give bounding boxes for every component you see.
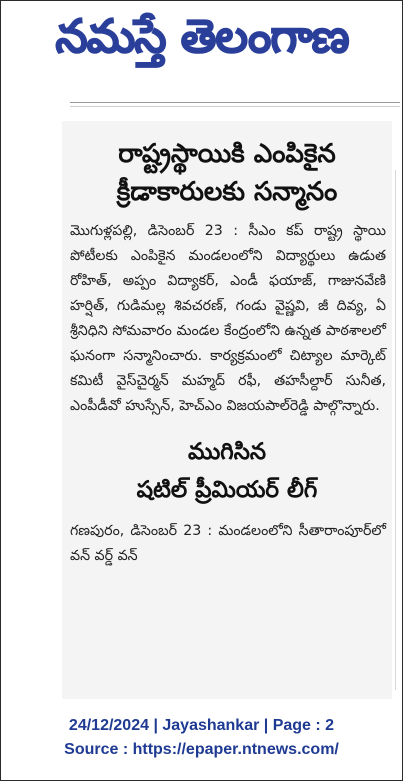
page-footer	[0, 714, 403, 762]
article1-headline-line2: క్రీడాకారులకు సన్మానం	[116, 177, 338, 207]
footer-date-page: 24/12/2024 | Jayashankar | Page : 2	[68, 717, 335, 734]
article1-body: మొగుళ్లపల్లి, డిసెంబర్ 23 : సీఎం కప్ రాష్ట్ర స్థాయి పోటీలకు ఎంపికైన మండలంలోని విద్యార్థులు ఉడుత రోహిత్, అప్పం విద్యాకర్, ఎండీ ఫయాజ్, గాజునవేణి హర్షిత్, గుడిమల్ల శివచరణ్, గండు వైష్ణవి, జీ దివ్య, ఏ శ్రీనిధిని సోమవారం మండల కేంద్రంలోని ఉన్నత పాఠశాలలో ఘనంగా సన్మానించారు. కార్యక్రమంలో చిట్యాల మార్కెట్ కమిటీ వైస్‌చైర్మన్ మహ్మద్ రఫీ, తహసీల్దార్ సునీత, ఎంపీడీవో హుస్సేన్, హెచ్ఎం విజయపాల్‌రెడ్డి పాల్గొన్నారు.	[70, 223, 386, 414]
masthead-divider-secondary	[70, 106, 400, 107]
masthead-divider	[70, 102, 400, 103]
footer-source[interactable]: Source : https://epaper.ntnews.com/	[64, 741, 339, 758]
column-divider	[395, 170, 396, 690]
news-clipping	[62, 121, 392, 699]
article2-body: గణపురం, డిసెంబర్ 23 : మండలంలోని సీతారాంపూర్‌లో వన్ వర్డ్ వన్	[70, 523, 386, 564]
article1-headline-line1: రాష్ట్రస్థాయికి ఎంపికైన	[118, 139, 336, 169]
article2-headline-line1: ముగిసిన	[188, 439, 266, 465]
newspaper-masthead: నమస్తే తెలంగాణ	[55, 9, 349, 63]
article2-headline-line2: షటిల్ ప్రీమియర్ లీగ్	[136, 477, 318, 503]
